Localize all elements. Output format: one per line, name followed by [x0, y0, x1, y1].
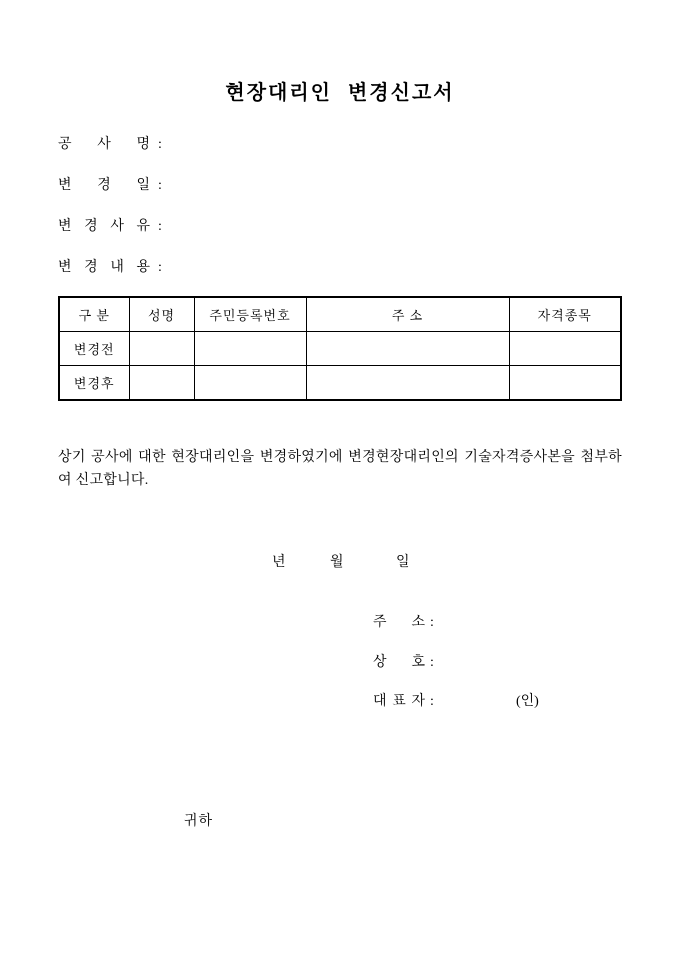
- table-row-before-change: [59, 332, 621, 366]
- construction-name-label: 공 사 명: [58, 137, 150, 152]
- date-day-label: 일: [396, 555, 410, 570]
- seal-mark: (인): [516, 694, 539, 709]
- change-date-label: 변 경 일: [58, 178, 150, 193]
- header-category: 구 분: [59, 297, 129, 332]
- table-header-row: [59, 297, 621, 332]
- recipient-label: 귀하: [184, 814, 214, 829]
- company-label: 상 호: [373, 655, 425, 670]
- cell-name-after: [129, 366, 194, 401]
- construction-name-separator: :: [158, 137, 162, 152]
- header-address: 주 소: [306, 297, 509, 332]
- cell-qualification-before: [509, 332, 621, 366]
- change-content-separator: :: [158, 260, 162, 275]
- cell-qualification-after: [509, 366, 621, 401]
- representative-separator: :: [430, 694, 434, 709]
- cell-resident-id-before: [194, 332, 306, 366]
- representative-label: 대 표 자: [373, 694, 425, 709]
- signature-representative-row: [373, 690, 434, 710]
- change-reason-separator: :: [158, 219, 162, 234]
- date-month-label: 월: [330, 555, 344, 570]
- cell-resident-id-after: [194, 366, 306, 401]
- header-resident-id: 주민등록번호: [194, 297, 306, 332]
- cell-category-before: 변경전: [59, 332, 129, 366]
- field-row-change-date: [58, 174, 162, 194]
- field-row-construction-name: [58, 133, 162, 153]
- field-row-change-content: [58, 256, 162, 276]
- address-label: 주 소: [373, 615, 425, 630]
- date-year-label: 년: [272, 555, 286, 570]
- date-line: [0, 551, 680, 569]
- cell-address-before: [306, 332, 509, 366]
- cell-name-before: [129, 332, 194, 366]
- declaration-text: 상기 공사에 대한 현장대리인을 변경하였기에 변경현장대리인의 기술자격증사본을 첨부하여 신고합니다.: [58, 450, 622, 488]
- cell-address-after: [306, 366, 509, 401]
- document-title: 현장대리인 변경신고서: [225, 82, 455, 104]
- header-qualification: 자격종목: [509, 297, 621, 332]
- change-date-separator: :: [158, 178, 162, 193]
- change-table: [58, 296, 622, 401]
- table-row-after-change: [59, 366, 621, 401]
- cell-category-after: 변경후: [59, 366, 129, 401]
- header-name: 성명: [129, 297, 194, 332]
- address-separator: :: [430, 615, 434, 630]
- change-content-label: 변 경 내 용: [58, 260, 150, 275]
- field-row-change-reason: [58, 215, 162, 235]
- company-separator: :: [430, 655, 434, 670]
- signature-address-row: [373, 611, 434, 631]
- change-reason-label: 변 경 사 유: [58, 219, 150, 234]
- signature-company-row: [373, 651, 434, 671]
